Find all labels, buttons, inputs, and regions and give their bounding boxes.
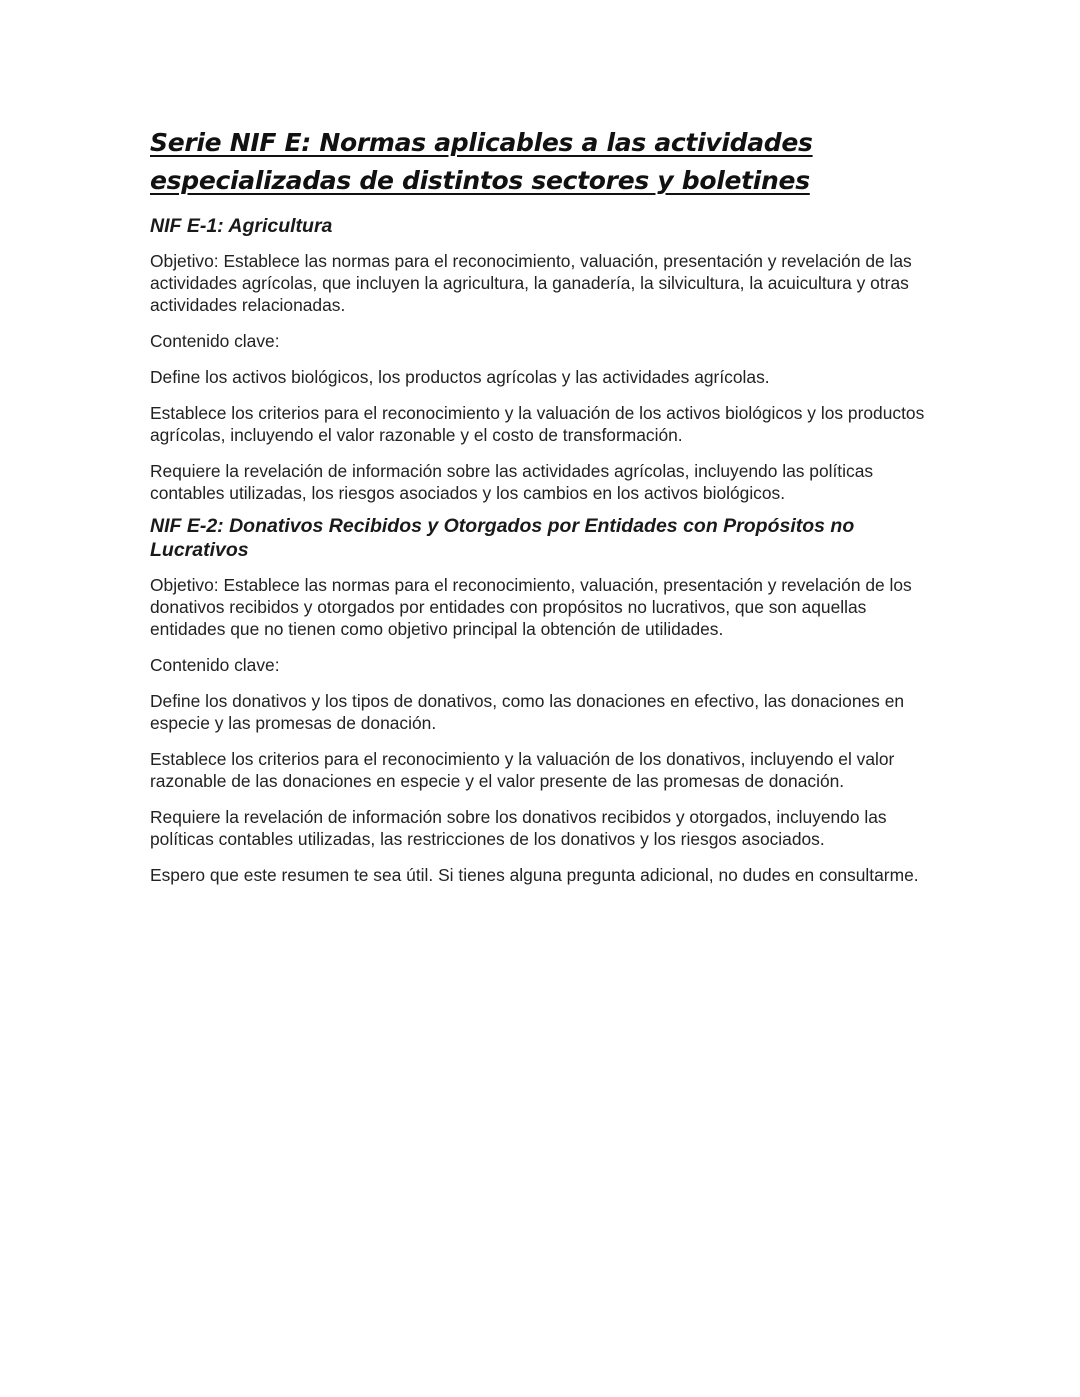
paragraph-key-content-label: Contenido clave:: [150, 655, 280, 675]
document-page: [150, 124, 940, 900]
section-heading: NIF E-1: Agricultura: [150, 215, 333, 237]
section-nif-e1: [150, 214, 940, 504]
section-nif-e2: [150, 514, 940, 886]
document-title: Serie NIF E: Normas aplicables a las actividades especializadas de distintos sectores y boletines: [150, 128, 813, 195]
paragraph-key-content-label: Contenido clave:: [150, 331, 280, 351]
paragraph-objective: Objetivo: Establece las normas para el reconocimiento, valuación, presentación y revelación de los donativos recibidos y otorgados por entidades con propósitos no lucrativos, que son aquellas entidades que no tienen como objetivo principal la obtención de utilidades.: [150, 575, 912, 639]
section-heading: NIF E-2: Donativos Recibidos y Otorgados por Entidades con Propósitos no Lucrativos: [150, 515, 855, 561]
paragraph: Requiere la revelación de información sobre las actividades agrícolas, incluyendo las políticas contables utilizadas, los riesgos asociados y los cambios en los activos biológicos.: [150, 461, 874, 503]
paragraph: Define los activos biológicos, los productos agrícolas y las actividades agrícolas.: [150, 367, 770, 387]
closing-paragraph: Espero que este resumen te sea útil. Si tienes alguna pregunta adicional, no dudes en consultarme.: [150, 865, 919, 885]
paragraph-objective: Objetivo: Establece las normas para el reconocimiento, valuación, presentación y revelación de las actividades agrícolas, que incluyen la agricultura, la ganadería, la silvicultura, la acuicultura y otras actividades relacionadas.: [150, 251, 912, 315]
paragraph: Requiere la revelación de información sobre los donativos recibidos y otorgados, incluyendo las políticas contables utilizadas, las restricciones de los donativos y los riesgos asociados.: [150, 807, 887, 849]
paragraph: Define los donativos y los tipos de donativos, como las donaciones en efectivo, las donaciones en especie y las promesas de donación.: [150, 691, 905, 733]
paragraph: Establece los criterios para el reconocimiento y la valuación de los activos biológicos y los productos agrícolas, incluyendo el valor razonable y el costo de transformación.: [150, 403, 925, 445]
paragraph: Establece los criterios para el reconocimiento y la valuación de los donativos, incluyendo el valor razonable de las donaciones en especie y el valor presente de las promesas de donación.: [150, 749, 895, 791]
